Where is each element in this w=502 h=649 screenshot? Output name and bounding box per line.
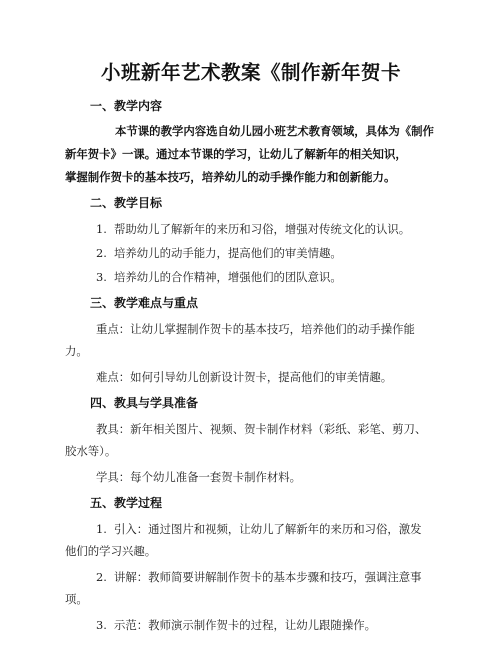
goal-text: 培养幼儿的动手能力，提高他们的审美情趣。 xyxy=(114,246,342,260)
goal-item-2 xyxy=(96,245,342,261)
content-line-2: 新年贺卡》一课。通过本节课的学习，让幼儿了解新年的相关知识， xyxy=(65,147,407,161)
goal-item-1 xyxy=(96,221,410,237)
process-item-2-line-1 xyxy=(96,569,422,585)
process-number: 2. xyxy=(96,570,107,584)
focus-line-1: 重点：让幼儿掌握制作贺卡的基本技巧，培养他们的动手操作能 xyxy=(96,322,415,336)
difficulty-line: 难点：如何引导幼儿创新设计贺卡，提高他们的审美情趣。 xyxy=(96,370,393,384)
heading-keypoints: 三、教学难点与重点 xyxy=(90,296,199,310)
process-number: 3. xyxy=(96,618,107,632)
heading-teaching-goals: 二、教学目标 xyxy=(90,196,163,210)
page-title: 小班新年艺术教案《制作新年贺卡 xyxy=(100,61,401,84)
heading-process: 五、教学过程 xyxy=(90,496,163,510)
teacher-materials-line-2: 胶水等）。 xyxy=(65,444,117,458)
process-item-1-line-2: 他们的学习兴趣。 xyxy=(65,544,157,558)
student-materials-line: 学具：每个幼儿准备一套贺卡制作材料。 xyxy=(96,470,302,484)
goal-number: 2. xyxy=(96,246,107,260)
goal-text: 帮助幼儿了解新年的来历和习俗，增强对传统文化的认识。 xyxy=(114,222,411,236)
process-item-2-line-2: 项。 xyxy=(65,592,88,606)
teacher-materials-line-1: 教具：新年相关图片、视频、贺卡制作材料（彩纸、彩笔、剪刀、 xyxy=(96,422,427,436)
process-item-1-line-1 xyxy=(96,521,422,537)
process-text: 讲解：教师简要讲解制作贺卡的基本步骤和技巧，强调注意事 xyxy=(114,570,422,584)
focus-line-2: 力。 xyxy=(65,344,88,358)
goal-number: 1. xyxy=(96,222,107,236)
process-text: 引入：通过图片和视频，让幼儿了解新年的来历和习俗，激发 xyxy=(114,522,422,536)
content-line-1: 本节课的教学内容选自幼儿园小班艺术教育领域，具体为《制作 xyxy=(115,124,434,138)
heading-materials: 四、教具与学具准备 xyxy=(90,396,199,410)
process-text: 示范：教师演示制作贺卡的过程，让幼儿跟随操作。 xyxy=(114,618,376,632)
content-line-3: 掌握制作贺卡的基本技巧，培养幼儿的动手操作能力和创新能力。 xyxy=(65,170,396,184)
goal-text: 培养幼儿的合作精神，增强他们的团队意识。 xyxy=(114,270,342,284)
process-item-3 xyxy=(96,617,376,633)
heading-teaching-content: 一、教学内容 xyxy=(90,99,163,113)
goal-item-3 xyxy=(96,269,342,285)
goal-number: 3. xyxy=(96,270,107,284)
process-number: 1. xyxy=(96,522,107,536)
